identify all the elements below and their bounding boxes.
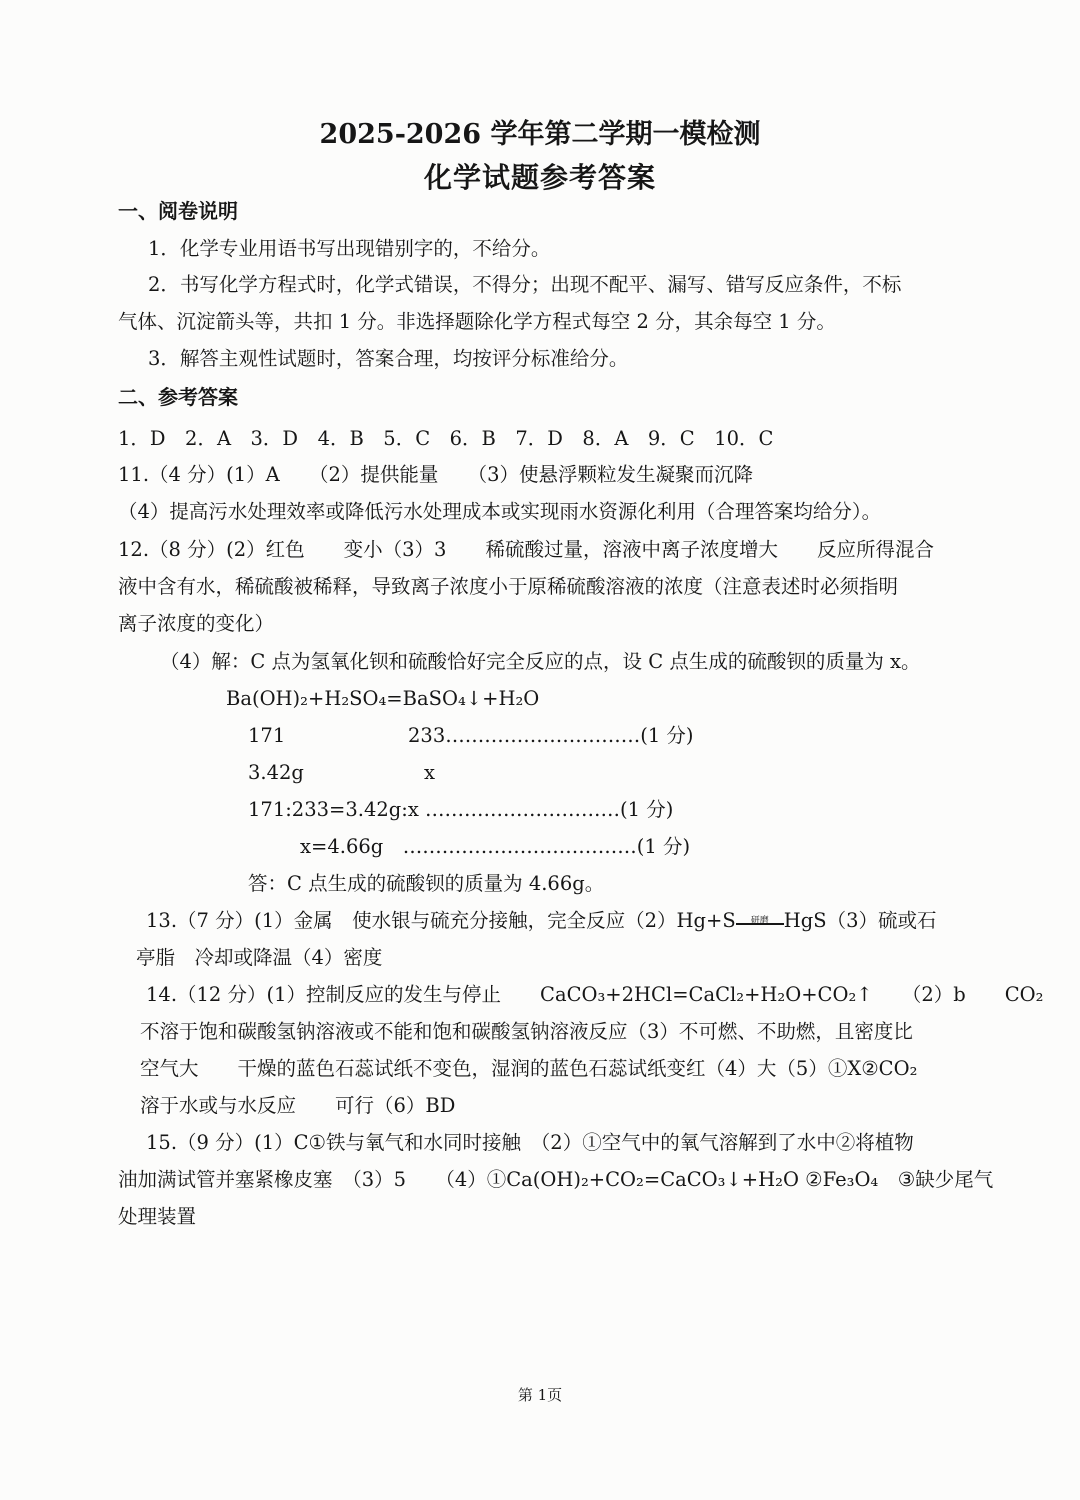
q12-answer-line-1: 12.（8 分）(2）红色 变小（3）3 稀硫酸过量，溶液中离子浓度增大 反应所得混合 [118, 538, 934, 561]
grading-rule-2-line-1: 2．书写化学方程式时，化学式错误，不得分；出现不配平、漏写、错写反应条件，不标 [148, 273, 902, 296]
reaction-condition-label: 研磨 [750, 915, 769, 926]
q12-answer-line-3: 离子浓度的变化） [118, 612, 275, 635]
q13-answer-line-1 [146, 908, 937, 934]
q11-answer-line-1: 11.（4 分）(1）A （2）提供能量 （3）使悬浮颗粒发生凝聚而沉降 [118, 463, 754, 486]
q14-answer-line-1: 14.（12 分）(1）控制反应的发生与停止 CaCO₃+2HCl=CaCl₂+H₂O+CO₂↑ （2）b CO₂ [146, 983, 1044, 1006]
grading-rule-1: 1．化学专业用语书写出现错别字的，不给分。 [148, 237, 551, 260]
calc-row-1-left: 171 [248, 724, 286, 747]
q15-answer-line-1: 15.（9 分）(1）C①铁与氧气和水同时接触 （2）①空气中的氧气溶解到了水中②将植物 [146, 1131, 914, 1154]
grading-rule-2-line-2: 气体、沉淀箭头等，共扣 1 分。非选择题除化学方程式每空 2 分，其余每空 1 分。 [118, 310, 836, 333]
q14-answer-line-3: 空气大 干燥的蓝色石蕊试纸不变色，湿润的蓝色石蕊试纸变红（4）大（5）①X②CO₂ [140, 1057, 918, 1080]
q13-answer-line-2: 亭脂 冷却或降温（4）密度 [136, 946, 383, 969]
exam-subtitle: 化学试题参考答案 [423, 161, 656, 194]
calc-row-4: x=4.66g ………………………………(1 分) [300, 835, 691, 858]
q12-part4-intro: （4）解：C 点为氢氧化钡和硫酸恰好完全反应的点，设 C 点生成的硫酸钡的质量为 x。 [160, 650, 921, 673]
q11-answer-line-2: （4）提高污水处理效率或降低污水处理成本或实现雨水资源化利用（合理答案均给分）。 [118, 500, 882, 523]
calc-row-2-right: x [424, 761, 435, 784]
q13-line1-part-b: HgS（3）硫或石 [783, 909, 937, 932]
q13-line1-part-a: 13.（7 分）(1）金属 使水银与硫充分接触，完全反应（2）Hg+S [146, 909, 736, 932]
reaction-condition-arrow [736, 917, 784, 927]
q15-answer-line-3: 处理装置 [118, 1205, 197, 1228]
exam-title: 2025-2026 学年第二学期一模检测 [319, 119, 761, 150]
section-grading-notes-heading: 一、阅卷说明 [118, 199, 238, 223]
q14-answer-line-2: 不溶于饱和碳酸氢钠溶液或不能和饱和碳酸氢钠溶液反应（3）不可燃、不助燃，且密度比 [140, 1020, 913, 1043]
page-number: 第 1页 [517, 1386, 563, 1404]
multiple-choice-answers: 1．D 2．A 3．D 4．B 5．C 6．B 7．D 8．A 9．C 10．C [118, 427, 774, 450]
q12-answer-line-2: 液中含有水，稀硫酸被稀释，导致离子浓度小于原稀硫酸溶液的浓度（注意表述时必须指明 [118, 575, 899, 598]
calc-row-1-right: 233…………………………(1 分) [408, 724, 694, 747]
arrow-bar [736, 923, 784, 925]
section-answers-heading: 二、参考答案 [118, 385, 238, 409]
calc-row-2-left: 3.42g [248, 761, 304, 784]
calc-row-3: 171:233=3.42g:x …………………………(1 分) [248, 798, 674, 821]
chemical-equation: Ba(OH)₂+H₂SO₄=BaSO₄↓+H₂O [226, 687, 540, 710]
q15-answer-line-2: 油加满试管并塞紧橡皮塞 （3）5 （4）①Ca(OH)₂+CO₂=CaCO₃↓+H₂O ②Fe₃O₄ ③缺少尾气 [118, 1168, 994, 1191]
q14-answer-line-4: 溶于水或与水反应 可行（6）BD [140, 1094, 456, 1117]
calc-answer: 答：C 点生成的硫酸钡的质量为 4.66g。 [248, 872, 605, 895]
grading-rule-3: 3．解答主观性试题时，答案合理，均按评分标准给分。 [148, 347, 629, 370]
